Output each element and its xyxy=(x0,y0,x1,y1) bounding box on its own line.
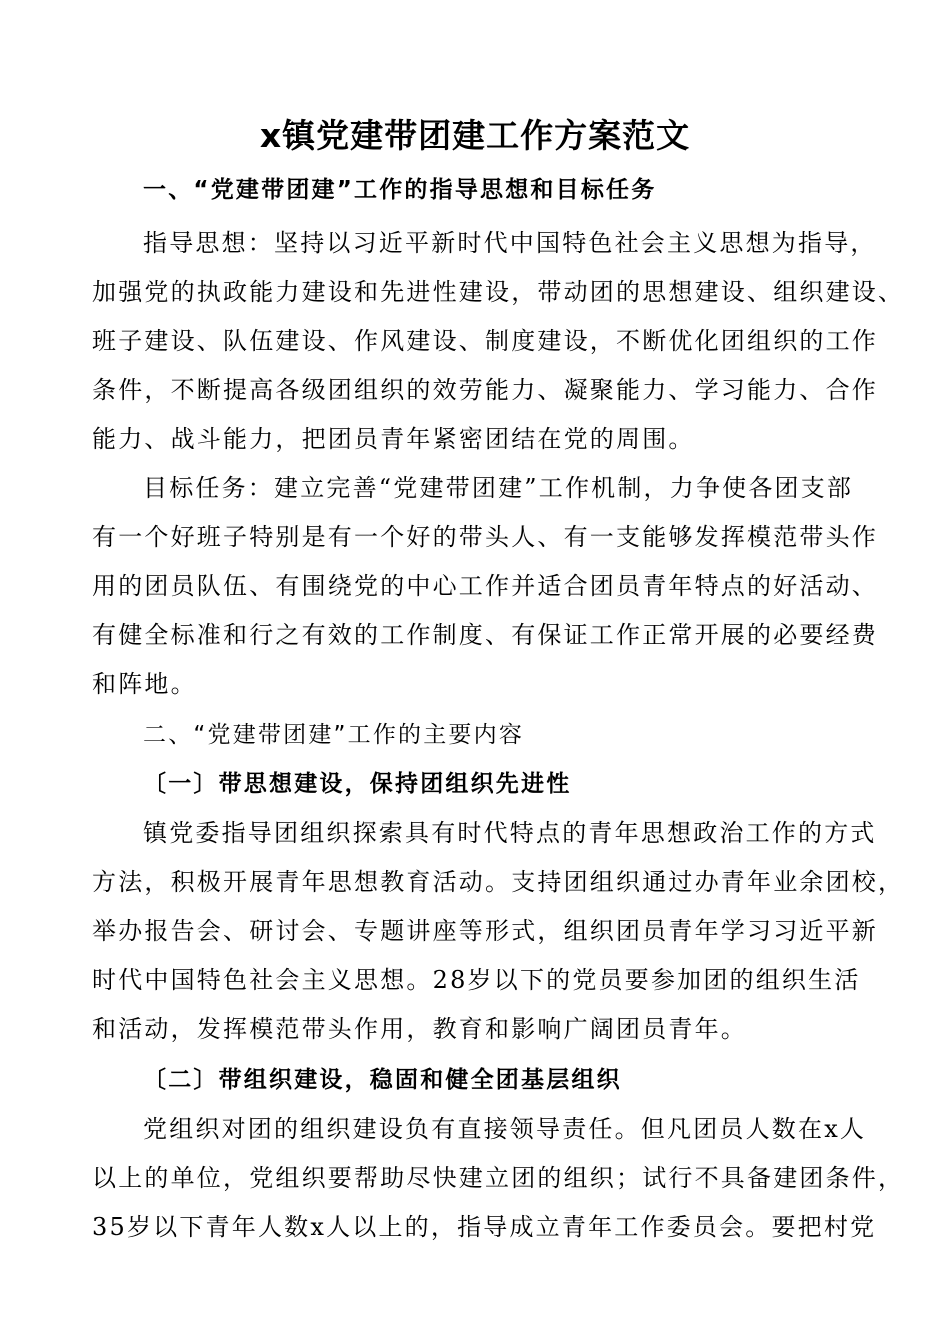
paragraph-line: 35岁以下青年人数x人以上的，指导成立青年工作委员会。要把村党 xyxy=(92,1213,877,1241)
paragraph-line: 班子建设、队伍建设、作风建设、制度建设，不断优化团组织的工作 xyxy=(92,327,878,355)
paragraph-line: 镇党委指导团组织探索具有时代特点的青年思想政治工作的方式 xyxy=(143,819,877,847)
paragraph-line: 党组织对团的组织建设负有直接领导责任。但凡团员人数在x人 xyxy=(143,1115,867,1143)
paragraph-line: 用的团员队伍、有围绕党的中心工作并适合团员青年特点的好活动、 xyxy=(92,572,878,600)
paragraph-line: 和阵地。 xyxy=(92,670,197,698)
paragraph-line: 举办报告会、研讨会、专题讲座等形式，组织团员青年学习习近平新 xyxy=(92,917,878,945)
paragraph-line: 有健全标准和行之有效的工作制度、有保证工作正常开展的必要经费 xyxy=(92,621,878,649)
document-title: x镇党建带团建工作方案范文 xyxy=(259,116,691,155)
paragraph-line: 时代中国特色社会主义思想。28岁以下的党员要参加团的组织生活 xyxy=(92,966,861,994)
section-heading-2: 二、“党建带团建”工作的主要内容 xyxy=(143,722,525,748)
section-heading-1: 一、“党建带团建”工作的指导思想和目标任务 xyxy=(143,177,657,203)
paragraph-line: 加强党的执政能力建设和先进性建设，带动团的思想建设、组织建设、 xyxy=(92,278,905,306)
paragraph-line: 以上的单位，党组织要帮助尽快建立团的组织；试行不具备建团条件， xyxy=(92,1164,905,1192)
paragraph-line: 方法，积极开展青年思想教育活动。支持团组织通过办青年业余团校， xyxy=(92,868,905,896)
paragraph-line: 目标任务：建立完善“党建带团建”工作机制，力争使各团支部 xyxy=(143,474,854,502)
subsection-heading-1: 〔一〕带思想建设，保持团组织先进性 xyxy=(143,771,572,797)
paragraph-line: 有一个好班子特别是有一个好的带头人、有一支能够发挥模范带头作 xyxy=(92,523,878,551)
paragraph-line: 和活动，发挥模范带头作用，教育和影响广阔团员青年。 xyxy=(92,1015,747,1043)
subsection-heading-2: 〔二〕带组织建设，稳固和健全团基层组织 xyxy=(143,1067,622,1093)
paragraph-line: 条件，不断提高各级团组织的效劳能力、凝聚能力、学习能力、合作 xyxy=(92,376,878,404)
paragraph-line: 指导思想：坚持以习近平新时代中国特色社会主义思想为指导， xyxy=(143,229,877,257)
paragraph-line: 能力、战斗能力，把团员青年紧密团结在党的周围。 xyxy=(92,425,695,453)
